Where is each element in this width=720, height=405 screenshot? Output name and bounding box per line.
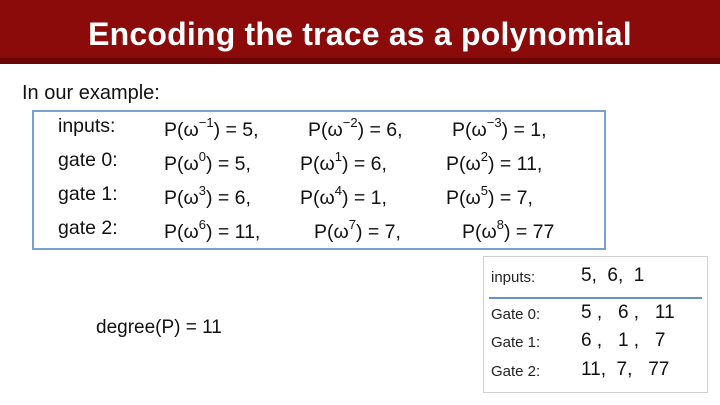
gate-0-label: Gate 0: [491,306,541,323]
row-label: gate 1: [58,183,118,205]
evaluation-cell: $P(\omega^8) = 77$ [462,217,555,243]
title-bar-shade [0,58,720,64]
gate-0-values: 5 , 6 , 11 [581,302,675,323]
evaluation-cell: $P(\omega^0) = 5$, [164,149,251,175]
gate-1-values: 6 , 1 , 7 [581,330,666,351]
evaluation-cell: $P(\omega^4) = 1$, [300,183,387,209]
degree-text: degree(P) = 11 [96,317,222,338]
evaluation-cell: $P(\omega^{-2}) = 6$, [308,115,403,141]
row-label: gate 2: [58,217,118,239]
title-bar [0,0,720,64]
row-label: gate 0: [58,149,118,171]
gate-2-values: 11, 7, 77 [581,359,670,380]
slide-title: Encoding the trace as a polynomial [88,16,632,52]
evaluation-cell: $P(\omega^1) = 6$, [300,149,387,175]
evaluation-cell: $P(\omega^3) = 6$, [164,183,251,209]
gate-2-label: Gate 2: [491,363,541,380]
evaluation-cell: $P(\omega^{-3}) = 1$, [452,115,547,141]
evaluation-cell: $P(\omega^6) = 11$, [164,217,261,243]
evaluation-cell: $P(\omega^7) = 7$, [314,217,401,243]
row-label: inputs: [58,115,116,137]
evaluation-cell: $P(\omega^{-1}) = 5$, [164,115,259,141]
evaluation-cell: $P(\omega^2) = 11$, [446,149,543,175]
inputs-values: 5, 6, 1 [581,265,645,286]
trace-table [483,256,708,393]
evaluation-cell: $P(\omega^5) = 7$, [446,183,533,209]
gate-1-label: Gate 1: [491,334,541,351]
intro-text: In our example: [22,82,160,104]
table-separator [489,297,702,299]
inputs-label: inputs: [491,269,536,286]
polynomial-evaluations-box [32,110,606,250]
